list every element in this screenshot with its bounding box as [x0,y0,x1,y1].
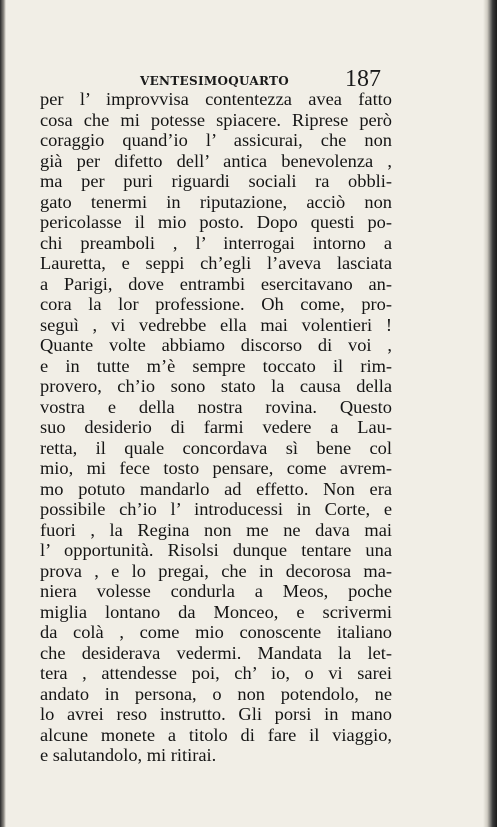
page-left-shadow [0,0,6,827]
text-line: niera volesse condurla a Meos, poche [40,581,392,601]
text-line: suo desiderio di farmi vedere a Lau- [40,417,392,437]
text-line: lo avrei reso instrutto. Gli porsi in mano [40,704,392,724]
text-line: coraggio quand’io l’ assicurai, che non [40,130,392,150]
body-text [40,89,392,766]
text-line: per l’ improvvisa contentezza avea fatto [40,89,392,109]
text-line: già per difetto dell’ antica benevolenza , [40,150,392,171]
text-line: andato in persona, o non potendolo, ne [40,683,392,704]
running-title: VENTESIMOQUARTO [140,74,290,88]
text-line: tera , attendesse poi, ch’ io, o vi sarei [40,663,392,683]
text-line: cora la lor professione. Oh come, pro- [40,294,392,314]
text-line: gato tenermi in riputazione, acciò non [40,191,392,212]
text-line: l’ opportunità. Risolsi dunque tentare una [40,540,392,560]
text-line: vostra e della nostra rovina. Questo [40,396,392,417]
text-line: possibile ch’io l’ introducessi in Corte, e [40,499,392,519]
text-line: e salutandolo, mi ritirai. [40,745,217,765]
text-line: chi preamboli , l’ interrogai intorno a [40,232,392,253]
text-line: Quante volte abbiamo discorso di voi , [40,335,392,355]
text-line: ma per puri riguardi sociali ra obbli- [40,171,392,191]
page-number: 187 [345,66,381,92]
text-line: Lauretta, e seppi ch’egli l’aveva lasciata [40,253,392,273]
text-line: retta, il quale concordava sì bene col [40,437,392,458]
text-line: fuori , la Regina non me ne dava mai [40,519,392,540]
text-line: provero, ch’io sono stato la causa della [40,376,392,396]
text-line: miglia lontano da Monceo, e scrivermi [40,601,392,622]
text-line: e in tutte m’è sempre toccato il rim- [40,355,392,376]
text-line: cosa che mi potesse spiacere. Riprese però [40,109,392,130]
text-line: alcune monete a titolo di fare il viaggio, [40,724,392,745]
text-line: seguì , vi vedrebbe ella mai volentieri ! [40,314,392,335]
text-line: che desiderava vedermi. Mandata la let- [40,642,392,663]
text-line: mio, mi fece tosto pensare, come avrem- [40,458,392,478]
text-line: prova , e lo pregai, che in decorosa ma- [40,560,392,581]
text-line: a Parigi, dove entrambi esercitavano an- [40,273,392,294]
text-line: pericolasse il mio posto. Dopo questi po- [40,212,392,232]
page-right-edge [483,0,497,827]
text-line: da colà , come mio conoscente italiano [40,622,392,642]
text-line: mo potuto mandarlo ad effetto. Non era [40,478,392,499]
